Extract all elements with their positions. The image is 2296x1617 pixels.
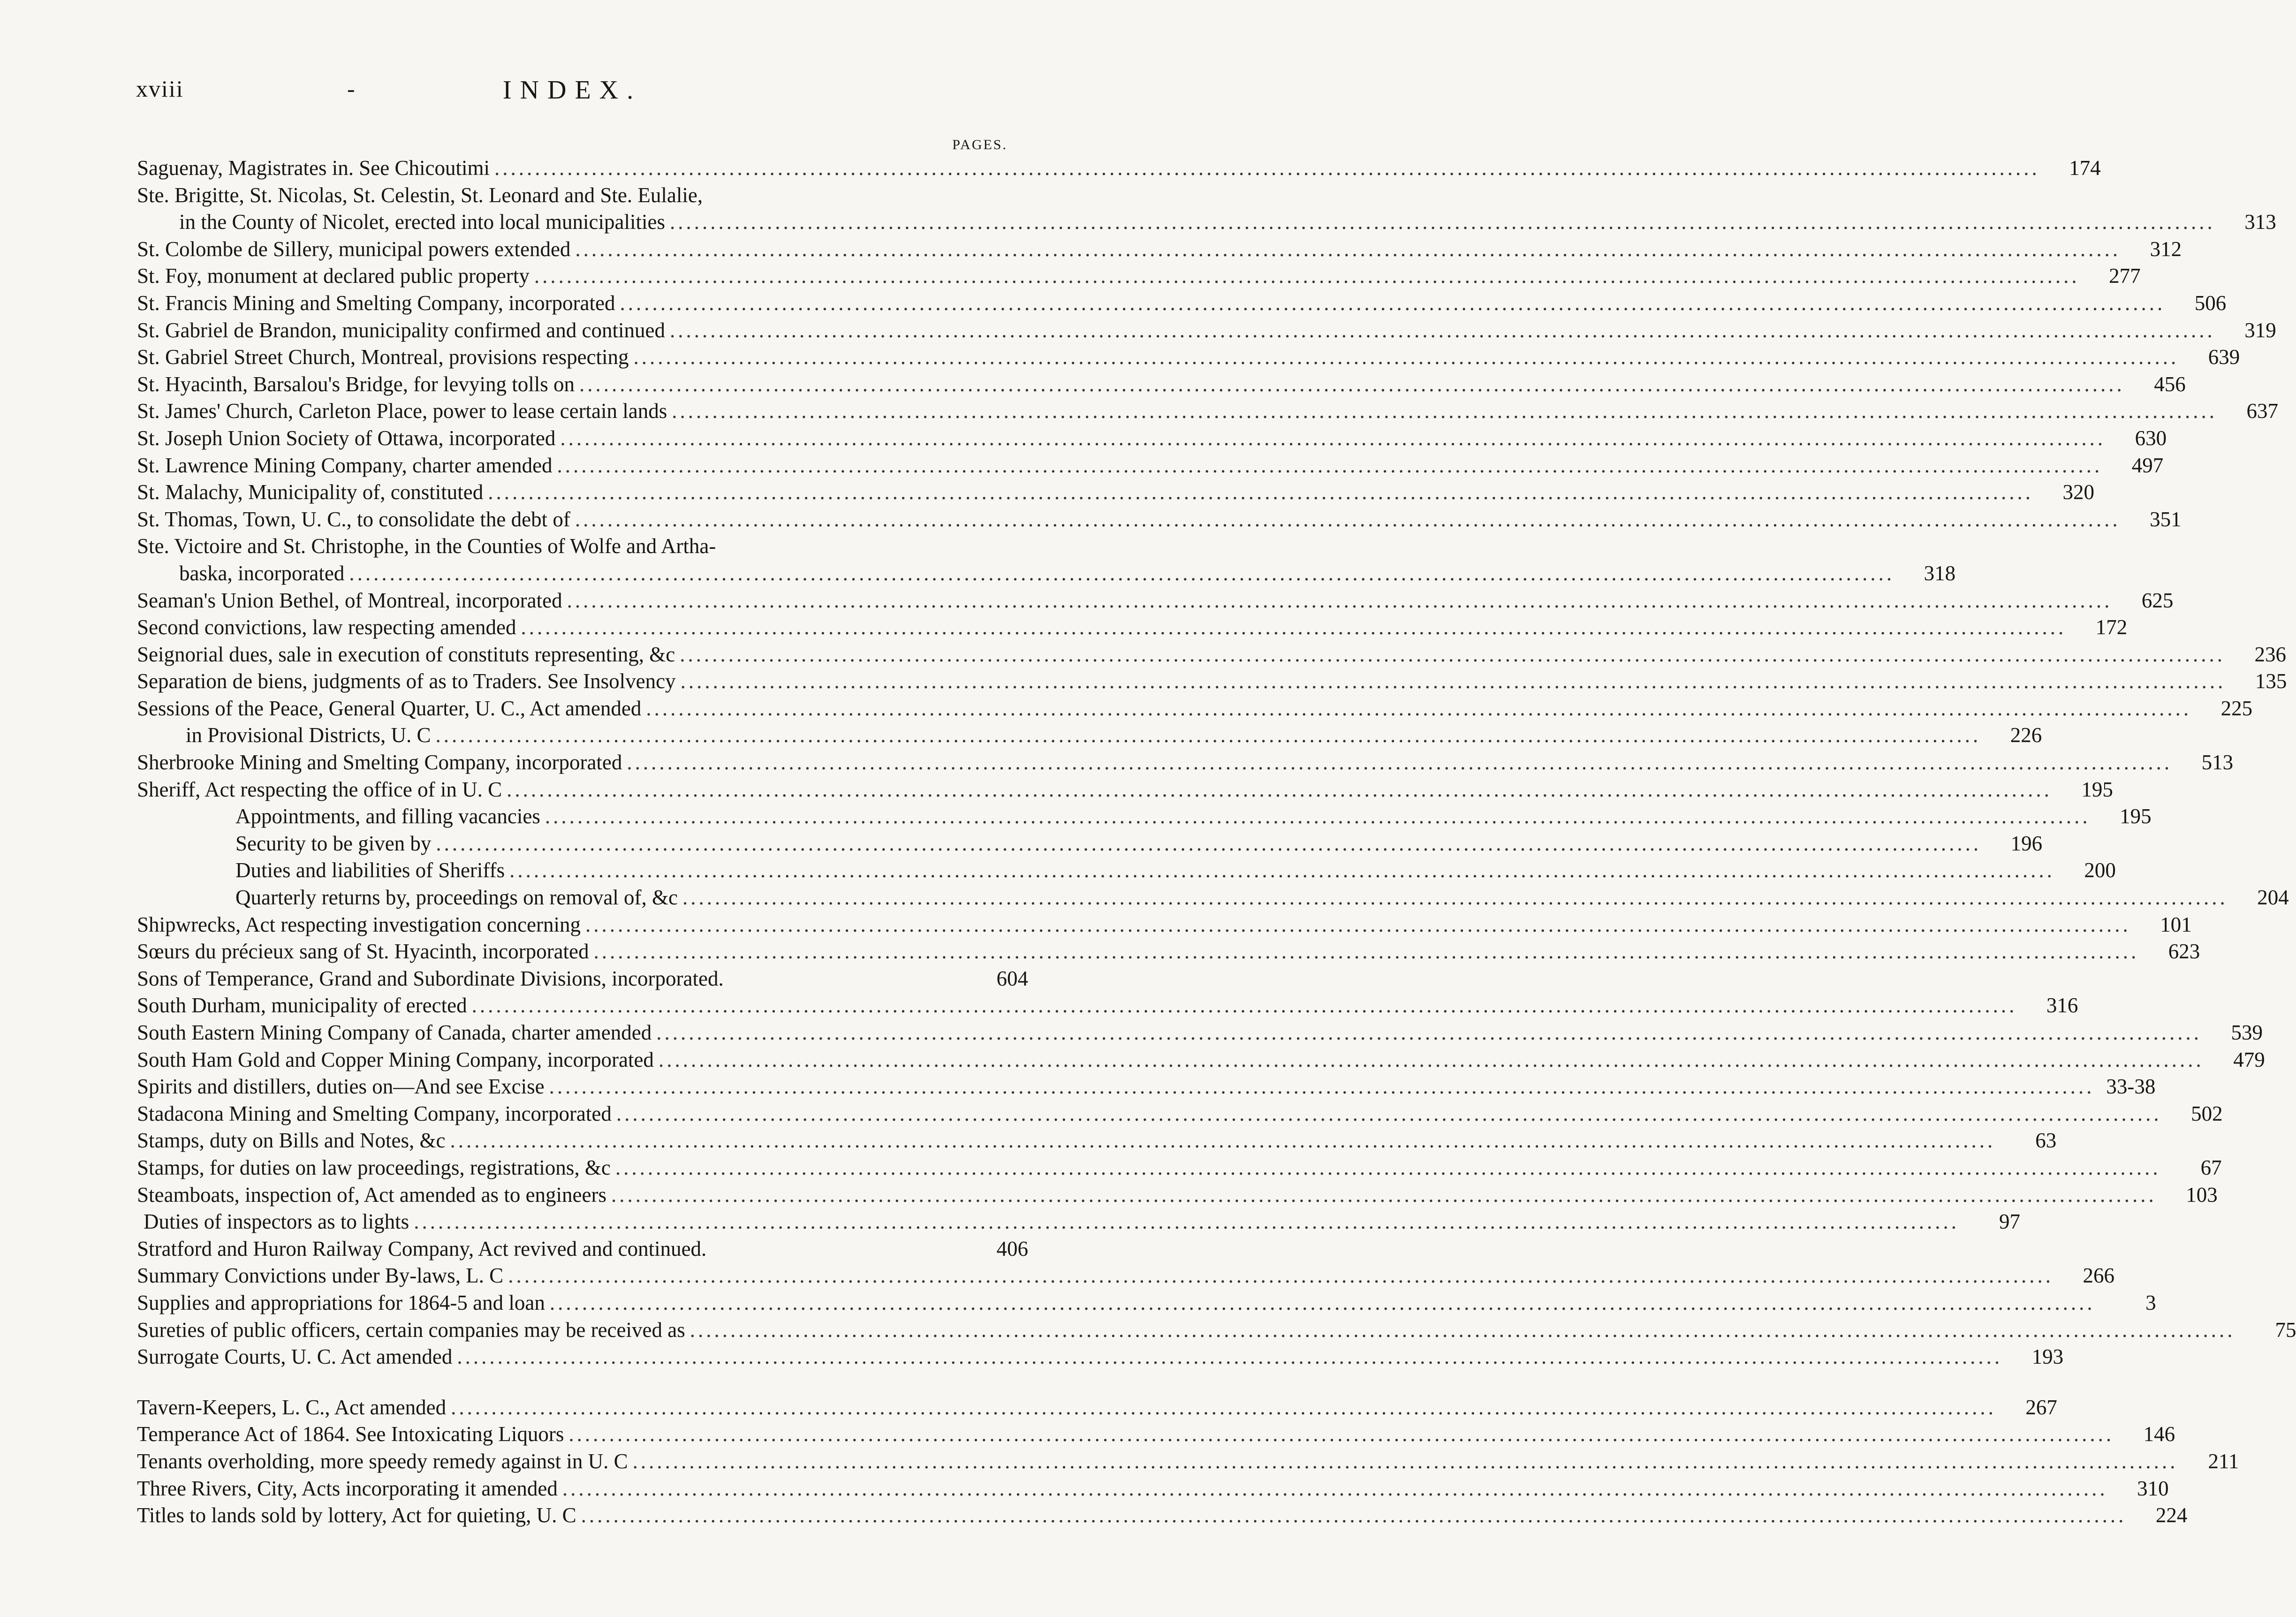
entry-page: 224 [2155, 1503, 2188, 1527]
entry-page: 33-38 [2106, 1075, 2156, 1099]
entry-page: 506 [2194, 291, 2227, 315]
entry-page: 318 [1924, 561, 1956, 585]
entry-page: 623 [2168, 940, 2200, 964]
index-entry [137, 1262, 2114, 1290]
entry-text: St. Gabriel de Brandon, municipality confirmed and continued [137, 318, 665, 342]
entry-page: 479 [2233, 1048, 2265, 1071]
index-entry [137, 479, 2094, 506]
leader-dots [670, 209, 2215, 236]
index-entry [137, 398, 2279, 425]
leader-dots [349, 560, 1894, 587]
entry-text: baska, incorporated [179, 561, 345, 585]
leader-dots [557, 452, 2103, 479]
index-entry-continuation [137, 560, 1956, 587]
entry-text: Duties of inspectors as to lights [144, 1210, 409, 1234]
entry-text: Summary Convictions under By-laws, L. C [137, 1264, 504, 1288]
entry-page: 313 [2244, 210, 2276, 234]
entry-page: 539 [2231, 1021, 2263, 1044]
index-entry [137, 911, 2192, 939]
entry-page: 135 [2255, 669, 2287, 693]
index-entry [137, 992, 2078, 1019]
index-entry [137, 236, 2182, 263]
entry-text: Steamboats, inspection of, Act amended as to engineers [137, 1183, 606, 1207]
index-entry [137, 1073, 2156, 1101]
entry-text: Seignorial dues, sale in execution of constituts representing, &c [137, 642, 675, 666]
entry-text: St. Foy, monument at declared public property [137, 264, 530, 288]
entry-page: 456 [2154, 372, 2186, 396]
index-subentry [137, 857, 2116, 884]
entry-text: in the County of Nicolet, erected into local municipalities [179, 210, 665, 234]
entry-text: Temperance Act of 1864. See Intoxicating Liquors [137, 1422, 564, 1446]
entry-page: 630 [2135, 426, 2167, 450]
entry-text: Sureties of public officers, certain companies may be received as [137, 1318, 685, 1342]
entry-page: 63 [2035, 1129, 2057, 1153]
entry-text: Sheriff, Act respecting the office of in U. C [137, 777, 502, 801]
index-entry [137, 1019, 2263, 1047]
leader-dots [581, 1502, 2127, 1529]
leader-dots [682, 884, 2228, 911]
leader-dots [549, 1073, 2095, 1101]
index-entry [137, 371, 2186, 398]
entry-page: 195 [2120, 805, 2152, 828]
entry-text: St. Thomas, Town, U. C., to consolidate the debt of [137, 507, 570, 531]
entry-text: St. Colombe de Sillery, municipal powers extended [137, 237, 571, 261]
entry-page: 312 [2150, 237, 2182, 261]
leader-dots [620, 290, 2165, 317]
leader-dots [646, 695, 2191, 722]
entry-page: 97 [1999, 1210, 2020, 1234]
header-dash: - [347, 76, 355, 102]
index-entry [137, 614, 2128, 641]
entry-page: 639 [2208, 345, 2240, 369]
entry-page: 101 [2160, 912, 2192, 936]
index-subentry [137, 830, 2043, 858]
entry-page: 204 [2257, 886, 2289, 910]
leader-dots [450, 1127, 1996, 1154]
entry-text: Separation de biens, judgments of as to Traders. See Insolvency [137, 669, 676, 693]
entry-text: St. Gabriel Street Church, Montreal, provisions respecting [137, 345, 629, 369]
leader-dots [451, 1394, 1996, 1421]
entry-page: 351 [2150, 507, 2182, 531]
index-subentry [137, 1208, 2020, 1236]
leader-dots [611, 1182, 2157, 1209]
entry-text: South Ham Gold and Copper Mining Company, incorporated [137, 1048, 654, 1071]
entry-text: St. Hyacinth, Barsalou's Bridge, for levying tolls on [137, 372, 575, 396]
entry-page: 211 [2208, 1449, 2239, 1473]
pages-column-label: PAGES. [952, 137, 1008, 152]
entry-page: 604 [996, 966, 1028, 990]
index-entry [137, 668, 2287, 695]
index-entry [137, 965, 1028, 993]
entry-text: St. Francis Mining and Smelting Company, incorporated [137, 291, 615, 315]
entry-page: 196 [2010, 831, 2043, 855]
index-entry [137, 1236, 1028, 1263]
entry-page: 513 [2201, 751, 2234, 774]
entry-text: Titles to lands sold by lottery, Act for quieting, U. C [137, 1503, 576, 1527]
entry-text: Stamps, for duties on law proceedings, registrations, &c [137, 1155, 611, 1179]
leader-dots [507, 776, 2052, 804]
index-entry [137, 695, 2253, 722]
entry-text: Spirits and distillers, duties on—And see Excise [137, 1075, 545, 1099]
entry-page: 637 [2246, 399, 2279, 423]
entry-text: St. Lawrence Mining Company, charter amended [137, 453, 553, 477]
leader-dots [567, 587, 2113, 615]
entry-text: South Eastern Mining Company of Canada, charter amended [137, 1021, 652, 1044]
entry-page: 502 [2191, 1101, 2223, 1125]
leader-dots [534, 263, 2080, 290]
entry-page: 195 [2081, 777, 2113, 801]
index-entry [137, 263, 2141, 290]
index-entry [137, 1101, 2223, 1128]
leader-dots [670, 317, 2215, 344]
leader-dots [457, 1344, 2002, 1371]
page-header [136, 75, 1008, 113]
index-entry [137, 290, 2227, 317]
entry-text: in Provisional Districts, U. C [186, 723, 431, 747]
leader-dots [560, 425, 2106, 452]
leader-dots [616, 1101, 2162, 1128]
entry-page: 236 [2254, 642, 2286, 666]
entry-page: 193 [2031, 1345, 2064, 1369]
leader-dots [585, 911, 2131, 939]
index-entry [137, 776, 2113, 804]
leader-dots [594, 938, 2139, 965]
leader-dots [562, 1475, 2108, 1503]
index-entry [137, 506, 2182, 533]
entry-text: Sessions of the Peace, General Quarter, U. C., Act amended [137, 696, 642, 720]
leader-dots [627, 749, 2172, 776]
entry-page: 103 [2186, 1183, 2218, 1207]
entry-page: 266 [2083, 1264, 2114, 1288]
index-entry [137, 1475, 2169, 1503]
leader-dots [672, 398, 2217, 425]
index-entry [137, 587, 2174, 615]
index-entry [137, 533, 1028, 560]
leader-dots [579, 371, 2125, 398]
leader-dots [615, 1154, 2161, 1182]
entry-page: 320 [2062, 480, 2094, 504]
leader-dots [436, 722, 1981, 749]
index-entry [137, 1290, 2156, 1317]
leader-dots [494, 155, 2040, 182]
entry-text: Sœurs du précieux sang of St. Hyacinth, incorporated [137, 940, 589, 964]
index-entries [137, 155, 2296, 1529]
entry-page: 267 [2025, 1395, 2057, 1419]
leader-dots [521, 614, 2067, 641]
section-gap [137, 1371, 1028, 1394]
entry-text: Second convictions, law respecting amended [137, 615, 516, 639]
entry-page: 67 [2200, 1155, 2222, 1179]
index-entry [137, 1421, 2175, 1448]
index-entry [137, 1448, 2239, 1475]
entry-text: St. James' Church, Carleton Place, power to lease certain lands [137, 399, 667, 423]
entry-page: 625 [2141, 588, 2174, 612]
entry-page: 406 [996, 1237, 1028, 1260]
entry-text: Shipwrecks, Act respecting investigation concerning [137, 912, 581, 936]
leader-dots [436, 830, 1981, 858]
entry-page: 146 [2143, 1422, 2175, 1446]
leader-dots [680, 641, 2225, 668]
leader-dots [681, 668, 2226, 695]
leader-dots [575, 506, 2121, 533]
entry-page: 3 [2145, 1291, 2156, 1314]
entry-text: South Durham, municipality of erected [137, 994, 467, 1017]
entry-text: Ste. Victoire and St. Christophe, in the Counties of Wolfe and Artha- [137, 534, 716, 558]
index-entry [137, 749, 2234, 776]
entry-text: Seaman's Union Bethel, of Montreal, incorporated [137, 588, 562, 612]
index-entry [137, 344, 2240, 371]
entry-text: Tavern-Keepers, L. C., Act amended [137, 1395, 447, 1419]
entry-text: Stadacona Mining and Smelting Company, incorporated [137, 1101, 612, 1125]
entry-page: 316 [2046, 994, 2078, 1017]
index-subentry [137, 884, 2289, 911]
index-entry-continuation [137, 209, 2276, 236]
entry-text: St. Joseph Union Society of Ottawa, incorporated [137, 426, 556, 450]
entry-page: 310 [2137, 1476, 2169, 1500]
entry-page: 319 [2244, 318, 2276, 342]
leader-dots [690, 1317, 2235, 1344]
entry-text: Sherbrooke Mining and Smelting Company, incorporated [137, 751, 622, 774]
entry-page: 277 [2109, 264, 2141, 288]
entry-text: Security to be given by [235, 831, 432, 855]
entry-page: 200 [2084, 858, 2116, 882]
index-entry [137, 1502, 2188, 1529]
index-entry [137, 425, 2167, 452]
entry-page: 225 [2220, 696, 2253, 720]
leader-dots [545, 803, 2091, 830]
entry-text: St. Malachy, Municipality of, constituted [137, 480, 484, 504]
index-entry [137, 1394, 2057, 1421]
index-entry [137, 1127, 2057, 1154]
entry-page: 226 [2010, 723, 2042, 747]
leader-dots [575, 236, 2121, 263]
index-entry [137, 1047, 2265, 1074]
leader-dots [472, 992, 2017, 1019]
entry-text: Sons of Temperance, Grand and Subordinate Divisions, incorporated. [137, 966, 724, 990]
entry-text: Saguenay, Magistrates in. See Chicoutimi [137, 156, 490, 180]
leader-dots [568, 1421, 2114, 1448]
leader-dots [414, 1208, 1959, 1236]
leader-dots [656, 1019, 2202, 1047]
leader-dots [634, 344, 2179, 371]
index-entry [137, 1154, 2222, 1182]
entry-text: Stratford and Huron Railway Company, Act revived and continued. [137, 1237, 707, 1260]
leader-dots [509, 857, 2055, 884]
page-number: xviii [136, 76, 184, 102]
entry-text: Tenants overholding, more speedy remedy against in U. C [137, 1449, 628, 1473]
entry-text: Surrogate Courts, U. C. Act amended [137, 1345, 453, 1369]
page-title: INDEX. [502, 76, 642, 105]
index-entry [137, 155, 2101, 182]
index-subentry [137, 722, 2042, 749]
entry-page: 174 [2069, 156, 2101, 180]
leader-dots [508, 1262, 2054, 1290]
entry-page: 75 [2275, 1318, 2296, 1342]
index-entry [137, 1344, 2064, 1371]
entry-text: Duties and liabilities of Sheriffs [235, 858, 505, 882]
leader-dots [488, 479, 2033, 506]
entry-page: 497 [2131, 453, 2164, 477]
entry-text: Three Rivers, City, Acts incorporating it amended [137, 1476, 558, 1500]
leader-dots [659, 1047, 2204, 1074]
index-subentry [137, 803, 2152, 830]
index-entry [137, 938, 2200, 965]
index-entry [137, 1182, 2218, 1209]
entry-text: Ste. Brigitte, St. Nicolas, St. Celestin, St. Leonard and Ste. Eulalie, [137, 183, 703, 207]
entry-text: Stamps, duty on Bills and Notes, &c [137, 1129, 446, 1153]
entry-page: 172 [2095, 615, 2128, 639]
leader-dots [550, 1290, 2095, 1317]
entry-text: Supplies and appropriations for 1864-5 and loan [137, 1291, 545, 1314]
entry-text: Quarterly returns by, proceedings on removal of, &c [235, 886, 678, 910]
index-entry [137, 1317, 2296, 1344]
leader-dots [633, 1448, 2178, 1475]
index-entry [137, 641, 2286, 668]
entry-text: Appointments, and filling vacancies [235, 805, 540, 828]
index-entry [137, 452, 2164, 479]
index-entry [137, 317, 2276, 344]
index-entry [137, 182, 1028, 209]
